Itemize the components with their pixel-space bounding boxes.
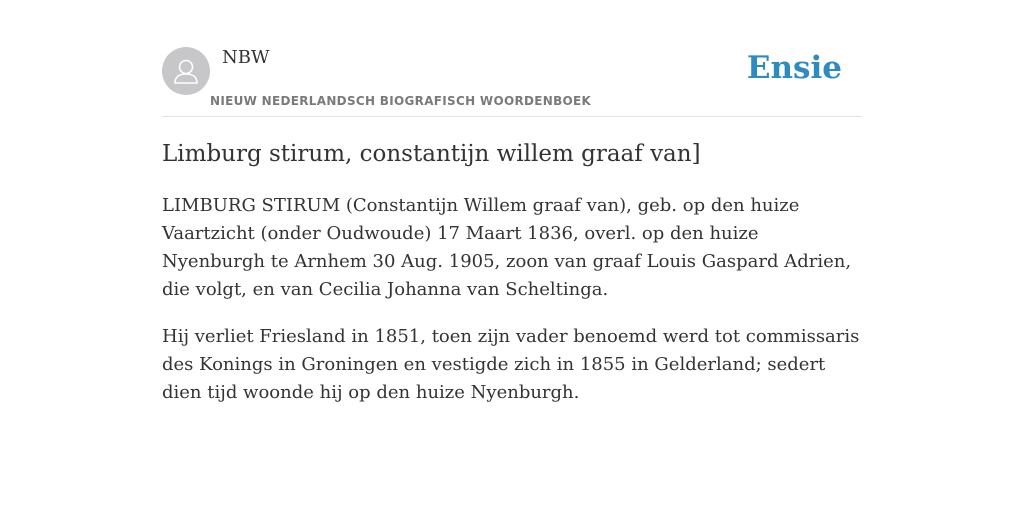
user-icon xyxy=(162,47,210,95)
source-header xyxy=(162,0,862,117)
article-title: Limburg stirum, constantijn willem graaf van] xyxy=(162,141,701,167)
article-paragraph: LIMBURG STIRUM (Constantijn Willem graaf van), geb. op den huize Vaartzicht (onder Oudwoude) 17 Maart 1836, overl. op den huize Nyenburgh te Arnhem 30 Aug. 1905, zoon van graaf Louis Gaspard Adrien, die volgt, en van Cecilia Johanna van Scheltinga. xyxy=(162,195,852,300)
page-container xyxy=(162,0,862,403)
source-name[interactable]: NBW xyxy=(222,47,270,68)
source-full-name: NIEUW NEDERLANDSCH BIOGRAFISCH WOORDENBOEK xyxy=(210,94,592,108)
article-paragraph: Hij verliet Friesland in 1851, toen zijn vader benoemd werd tot commissaris des Konings in Groningen en vestigde zich in 1855 in Gelderland; sedert dien tijd woonde hij op den huize Nyenburgh. xyxy=(162,326,860,403)
brand-logo[interactable]: Ensie xyxy=(746,50,842,86)
avatar[interactable] xyxy=(162,47,210,95)
